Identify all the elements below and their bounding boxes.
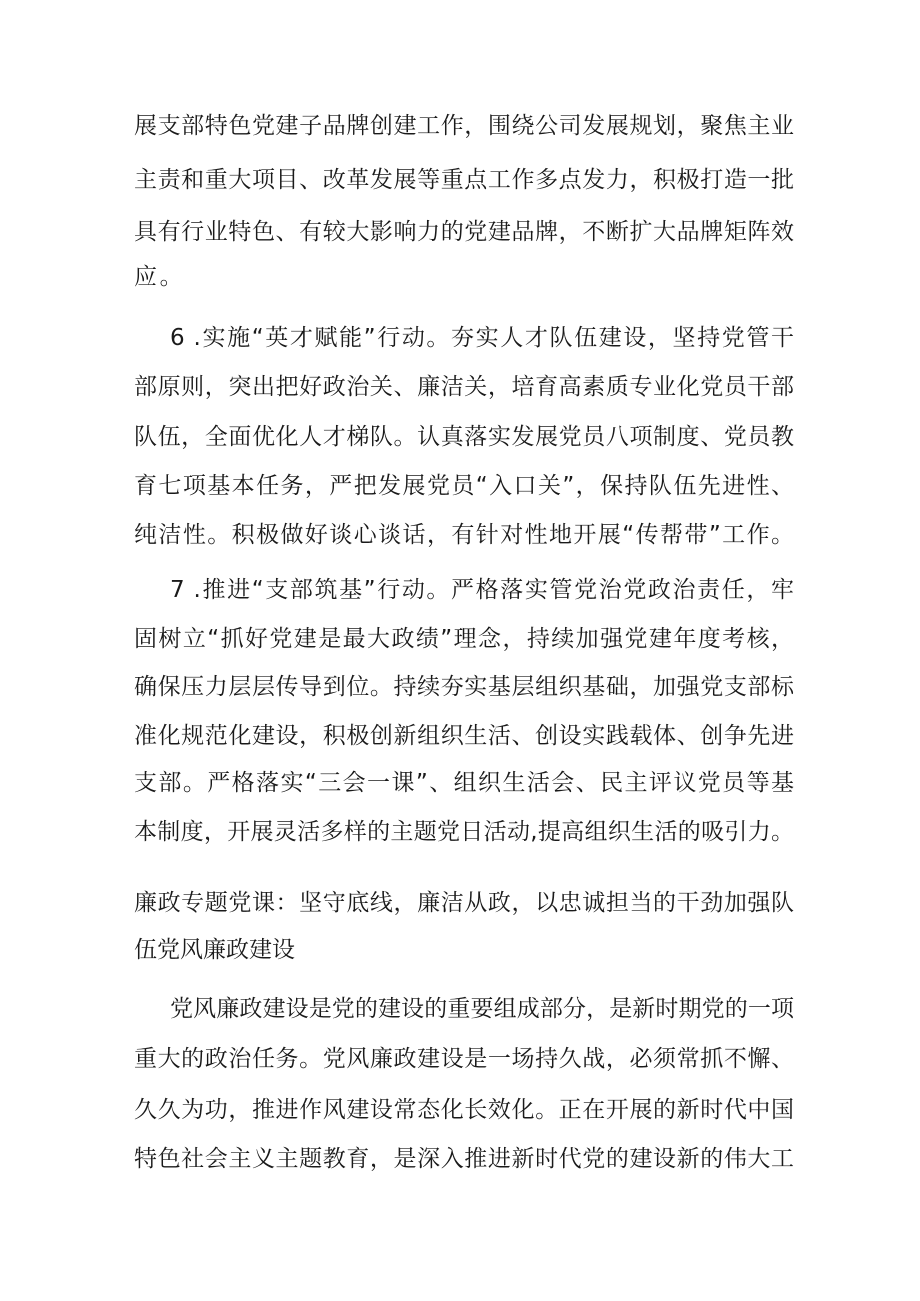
text-line: 重大的政治任务。党风廉政建设是一场持久战，必须常抓不懈、 bbox=[134, 1046, 794, 1072]
text-line: 应。 bbox=[134, 264, 186, 290]
text-line: 7 .推进“支部筑基”行动。严格落实管党治党政治责任，牢 bbox=[170, 577, 794, 603]
text-line: 纯洁性。积极做好谈心谈话，有针对性地开展“传帮带”工作。 bbox=[134, 522, 794, 548]
text-line: 确保压力层层传导到位。持续夯实基层组织基础，加强党支部标 bbox=[134, 674, 794, 700]
text-line: 准化规范化建设，积极创新组织生活、创设实践载体、创争先进 bbox=[134, 723, 794, 749]
text-line: 队伍，全面优化人才梯队。认真落实发展党员八项制度、党员教 bbox=[134, 424, 794, 450]
text-line: 育七项基本任务，严把发展党员“入口关”，保持队伍先进性、 bbox=[134, 473, 794, 499]
heading-line: 廉政专题党课：坚守底线，廉洁从政，以忠诚担当的干劲加强队 bbox=[134, 890, 794, 916]
text-line: 支部。严格落实“三会一课”、组织生活会、民主评议党员等基 bbox=[134, 770, 794, 796]
text-line: 固树立“抓好党建是最大政绩”理念，持续加强党建年度考核， bbox=[134, 626, 794, 652]
text-line: 本制度，开展灵活多样的主题党日活动,提高组织生活的吸引力。 bbox=[134, 819, 794, 845]
text-line: 特色社会主义主题教育，是深入推进新时代党的建设新的伟大工 bbox=[134, 1146, 794, 1172]
text-line: 久久为功，推进作风建设常态化长效化。正在开展的新时代中国 bbox=[134, 1097, 794, 1123]
heading-line: 伍党风廉政建设 bbox=[134, 937, 295, 963]
text-line: 6 .实施“英才赋能”行动。夯实人才队伍建设，坚持党管干 bbox=[170, 325, 794, 351]
text-line: 具有行业特色、有较大影响力的党建品牌，不断扩大品牌矩阵效 bbox=[134, 219, 794, 245]
text-line: 部原则，突出把好政治关、廉洁关，培育高素质专业化党员干部 bbox=[134, 374, 794, 400]
text-line: 主责和重大项目、改革发展等重点工作多点发力，积极打造一批 bbox=[134, 167, 794, 193]
text-line: 展支部特色党建子品牌创建工作，围绕公司发展规划，聚焦主业 bbox=[134, 113, 794, 139]
text-line: 党风廉政建设是党的建设的重要组成部分，是新时期党的一项 bbox=[170, 996, 794, 1022]
